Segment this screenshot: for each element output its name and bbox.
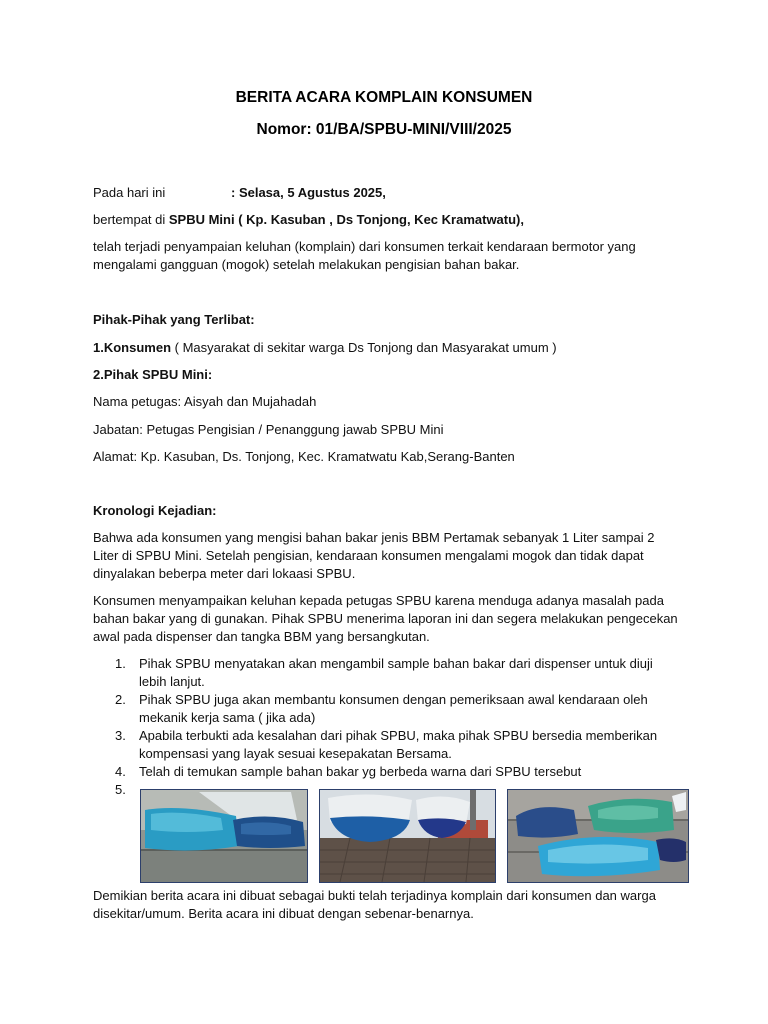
place-value: SPBU Mini ( Kp. Kasuban , Ds Tonjong, Kec Kramatwatu), — [168, 212, 524, 227]
spbu-label: 2.Pihak SPBU Mini: — [93, 367, 213, 382]
officer-name: Nama petugas: Aisyah dan Mujahadah — [93, 394, 317, 409]
fuel-sample-photo-2 — [319, 789, 496, 883]
parties-heading: Pihak-Pihak yang Terlibat: — [93, 312, 255, 327]
evidence-photos — [140, 789, 690, 883]
document-number: Nomor: 01/BA/SPBU-MINI/VIII/2025 — [256, 121, 512, 138]
list-item — [93, 727, 678, 763]
list-number: 2. — [115, 692, 126, 707]
list-text: Apabila terbukti ada kesalahan dari pihak SPBU, maka pihak SPBU bersedia memberikan kompensasi yang layak sesuai kesepakatan Bersama. — [139, 728, 658, 761]
chronology-heading-row — [93, 502, 217, 519]
chronology-heading: Kronologi Kejadian: — [93, 503, 217, 518]
parties-heading-row — [93, 311, 255, 328]
place-row — [93, 211, 524, 228]
list-item — [93, 655, 678, 691]
day-row — [93, 184, 386, 201]
chronology-paragraph-1: Bahwa ada konsumen yang mengisi bahan bakar jenis BBM Pertamak sebanyak 1 Liter sampai 2 Liter di SPBU Mini. Setelah pengisian, kendaraan konsumen mengalami mogok dan tidak dapat dinyalakan beberpa meter dari lokaasi SPBU. — [93, 530, 655, 581]
list-number: 1. — [115, 656, 126, 671]
officer-address: Alamat: Kp. Kasuban, Ds. Tonjong, Kec. Kramatwatu Kab,Serang-Banten — [93, 449, 515, 464]
list-number: 3. — [115, 728, 126, 743]
action-list — [93, 655, 678, 797]
consumer-desc: ( Masyarakat di sekitar warga Ds Tonjong dan Masyarakat umum ) — [171, 340, 557, 355]
list-text: Pihak SPBU menyatakan akan mengambil sample bahan bakar dari dispenser untuk diuji lebih lanjut. — [139, 656, 653, 689]
list-number: 5. — [115, 782, 126, 797]
day-value: : Selasa, 5 Agustus 2025, — [231, 185, 386, 200]
officer-position: Jabatan: Petugas Pengisian / Penanggung jawab SPBU Mini — [93, 422, 444, 437]
list-item — [93, 691, 678, 727]
closing-statement: Demikian berita acara ini dibuat sebagai bukti telah terjadinya komplain dari konsumen dan warga disekitar/umum. Berita acara ini dibuat dengan sebenar-benarnya. — [93, 888, 656, 921]
list-text: Pihak SPBU juga akan membantu konsumen dengan pemeriksaan awal kendaraan oleh mekanik kerja sama ( jika ada) — [139, 692, 648, 725]
consumer-row — [93, 339, 557, 356]
list-number: 4. — [115, 764, 126, 779]
fuel-sample-photo-1 — [140, 789, 308, 883]
spbu-row — [93, 366, 212, 383]
place-prefix: bertempat di — [93, 212, 169, 227]
list-text: Telah di temukan sample bahan bakar yg berbeda warna dari SPBU tersebut — [139, 764, 582, 779]
list-item — [93, 763, 678, 781]
document-title: BERITA ACARA KOMPLAIN KONSUMEN — [235, 89, 533, 106]
fuel-sample-photo-3 — [507, 789, 689, 883]
consumer-label: 1.Konsumen — [93, 340, 172, 355]
intro-statement: telah terjadi penyampaian keluhan (komplain) dari konsumen terkait kendaraan bermotor yang mengalami gangguan (mogok) setelah melakukan pengisian bahan bakar. — [93, 239, 636, 272]
day-label: Pada hari ini — [93, 185, 166, 200]
chronology-paragraph-2: Konsumen menyampaikan keluhan kepada petugas SPBU karena menduga adanya masalah pada bahan bakar yang di gunakan. Pihak SPBU menerima laporan ini dan segera melakukan pengecekan awal pada dispenser dan tangka BBM yang bersangkutan. — [93, 593, 678, 644]
